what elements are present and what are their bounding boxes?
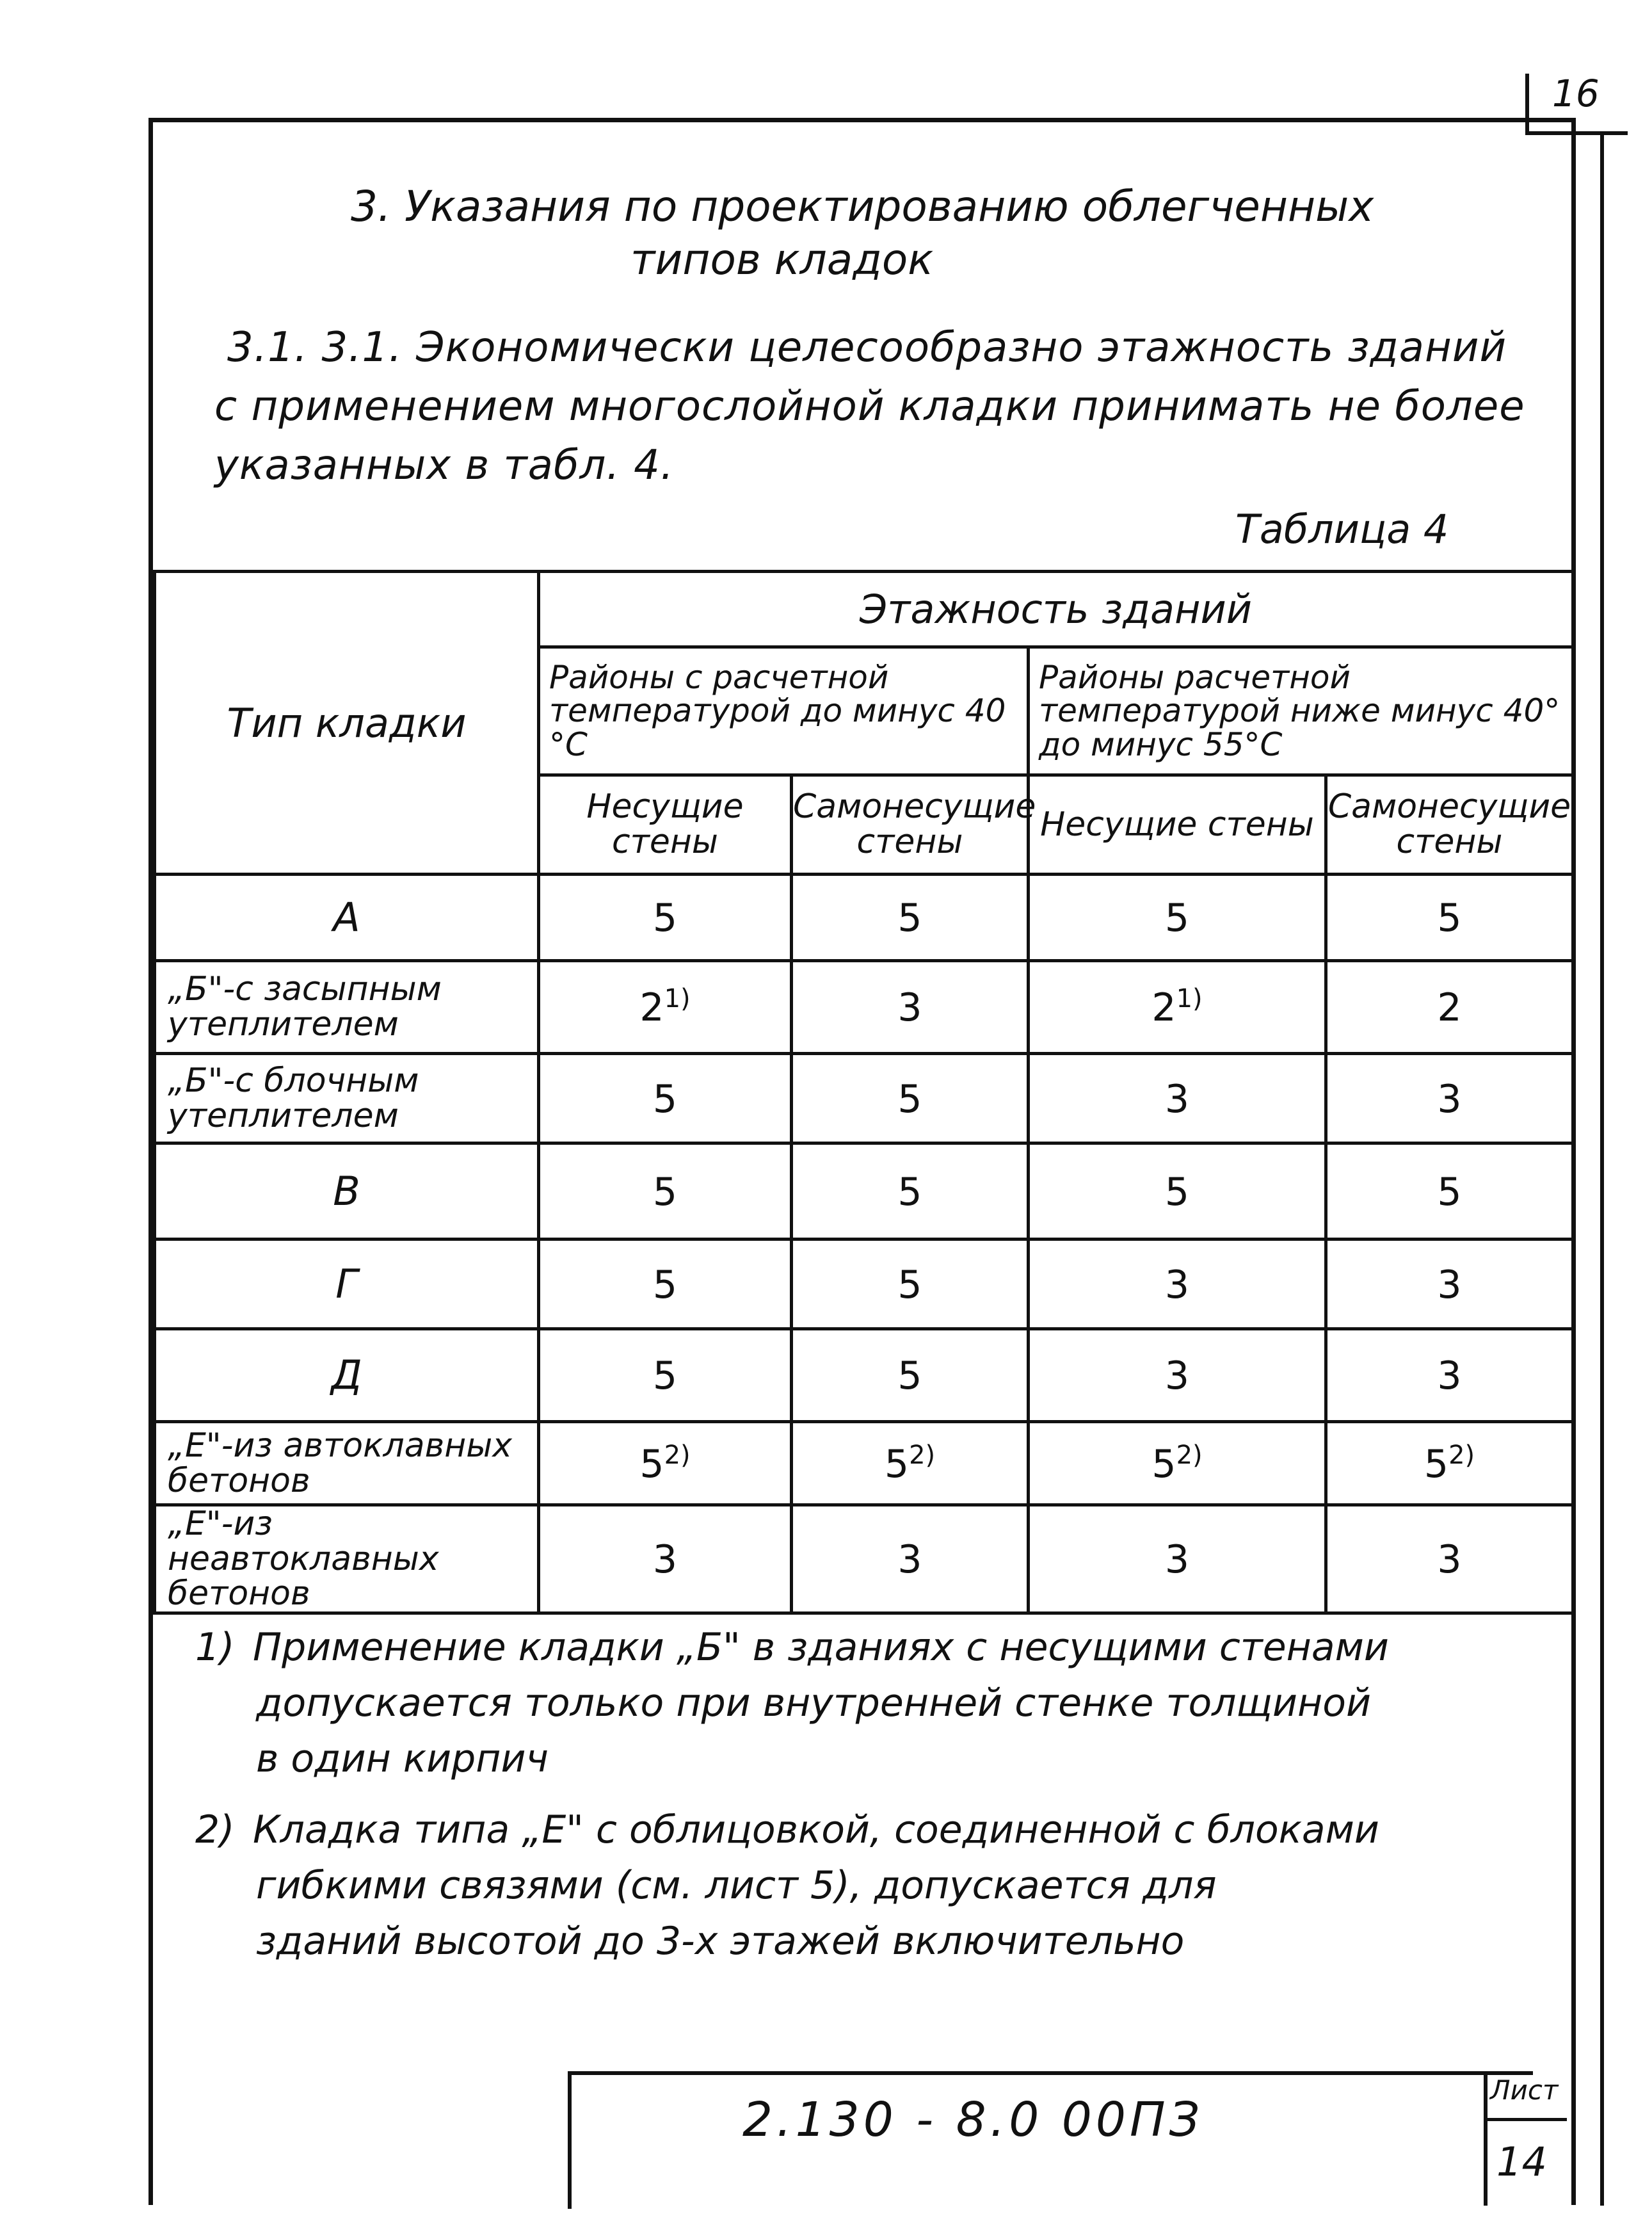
row-type: „Е"-из неавтоклавных бетонов — [155, 1505, 539, 1613]
header-type: Тип кладки — [155, 572, 539, 875]
table-row — [155, 1143, 1573, 1240]
cell-value: 3 — [1326, 1240, 1573, 1329]
cell-value: 5 — [539, 1240, 792, 1329]
cell-value: 2$^{1)}$ — [1029, 961, 1326, 1054]
note-1-line2: допускается только при внутренней стенке толщиной — [256, 1681, 1371, 1725]
table-row — [155, 1054, 1573, 1143]
cell-value: 3 — [1029, 1329, 1326, 1422]
cell-value: 3 — [1029, 1505, 1326, 1613]
table-row — [155, 1240, 1573, 1329]
row-type: „Е"-из автоклавных бетонов — [155, 1422, 539, 1505]
note-2-line2: гибкими связями (см. лист 5), допускается для — [256, 1863, 1217, 1908]
cell-value: 5 — [792, 1054, 1029, 1143]
paragraph-line2: с применением многослойной кладки принимать не более — [214, 383, 1525, 430]
header-self-bearing-1: Самонесущие стены — [792, 775, 1029, 875]
cell-value: 5$^{2)}$ — [1029, 1422, 1326, 1505]
header-region-1: Районы с расчетной температурой до минус 40 °C — [539, 647, 1029, 775]
row-type: „Б"-с засыпным утеплителем — [155, 961, 539, 1054]
table-row — [155, 1422, 1573, 1505]
cell-value: 5 — [1326, 875, 1573, 961]
document-code: 2.130 - 8.0 00ПЗ — [742, 2092, 1204, 2147]
right-margin-line — [1600, 131, 1604, 2206]
cell-value: 3 — [1326, 1054, 1573, 1143]
note-2-number: 2) — [195, 1807, 235, 1852]
cell-value: 2 — [1326, 961, 1573, 1054]
cell-value: 5 — [792, 1143, 1029, 1240]
top-sheet-number: 16 — [1552, 72, 1600, 115]
cell-value: 5 — [792, 1329, 1029, 1422]
paragraph-line1: 3.1. 3.1. Экономически целесообразно этажность зданий — [227, 324, 1507, 371]
row-type: „Б"-с блочным утеплителем — [155, 1054, 539, 1143]
cell-value: 5 — [1029, 1143, 1326, 1240]
cell-value: 3 — [1326, 1505, 1573, 1613]
section-heading-line2: типов кладок — [630, 235, 934, 284]
table-row — [155, 1329, 1573, 1422]
table-row — [155, 961, 1573, 1054]
cell-value: 5 — [1326, 1143, 1573, 1240]
note-2 — [195, 1802, 1552, 1969]
cell-value: 5 — [1029, 875, 1326, 961]
cell-value: 3 — [1326, 1329, 1573, 1422]
cell-value: 5$^{2)}$ — [792, 1422, 1029, 1505]
note-1 — [195, 1620, 1552, 1787]
cell-value: 3 — [1029, 1240, 1326, 1329]
cell-value: 2$^{1)}$ — [539, 961, 792, 1054]
paragraph-line3: указанных в табл. 4. — [214, 442, 675, 489]
cell-value: 5 — [792, 875, 1029, 961]
row-type: В — [155, 1143, 539, 1240]
header-bearing-1: Несущие стены — [539, 775, 792, 875]
floors-table — [153, 570, 1575, 1615]
table-caption: Таблица 4 — [1235, 506, 1449, 553]
cell-value: 3 — [539, 1505, 792, 1613]
section-heading-line1: 3. Указания по проектированию облегченных — [351, 182, 1374, 231]
cell-value: 5 — [792, 1240, 1029, 1329]
cell-value: 3 — [1029, 1054, 1326, 1143]
row-type: Д — [155, 1329, 539, 1422]
cell-value: 5$^{2)}$ — [539, 1422, 792, 1505]
row-type: Г — [155, 1240, 539, 1329]
note-1-line1: Применение кладки „Б" в зданиях с несущими стенами — [253, 1625, 1389, 1670]
cell-value: 5 — [539, 875, 792, 961]
stamp-sheet-divider — [1484, 2071, 1488, 2206]
cell-value: 5 — [539, 1329, 792, 1422]
note-2-line1: Кладка типа „Е" с облицовкой, соединенной с блоками — [253, 1807, 1379, 1852]
header-self-bearing-2: Самонесущие стены — [1326, 775, 1573, 875]
cell-value: 5 — [539, 1054, 792, 1143]
table-row — [155, 875, 1573, 961]
cell-value: 3 — [792, 961, 1029, 1054]
stamp-sheet-hline — [1484, 2118, 1567, 2121]
note-2-line3: зданий высотой до 3-х этажей включительно — [256, 1919, 1185, 1964]
header-floors: Этажность зданий — [539, 572, 1573, 647]
cell-value: 5$^{2)}$ — [1326, 1422, 1573, 1505]
header-region-2: Районы расчетной температурой ниже минус 40° до минус 55°C — [1029, 647, 1573, 775]
note-1-number: 1) — [195, 1625, 235, 1670]
cell-value: 3 — [792, 1505, 1029, 1613]
table-row — [155, 1505, 1573, 1613]
header-bearing-2: Несущие стены — [1029, 775, 1326, 875]
sheet-number: 14 — [1496, 2138, 1547, 2185]
note-1-line3: в один кирпич — [256, 1736, 549, 1781]
sheet-label: Лист — [1490, 2074, 1559, 2106]
row-type: А — [155, 875, 539, 961]
cell-value: 5 — [539, 1143, 792, 1240]
